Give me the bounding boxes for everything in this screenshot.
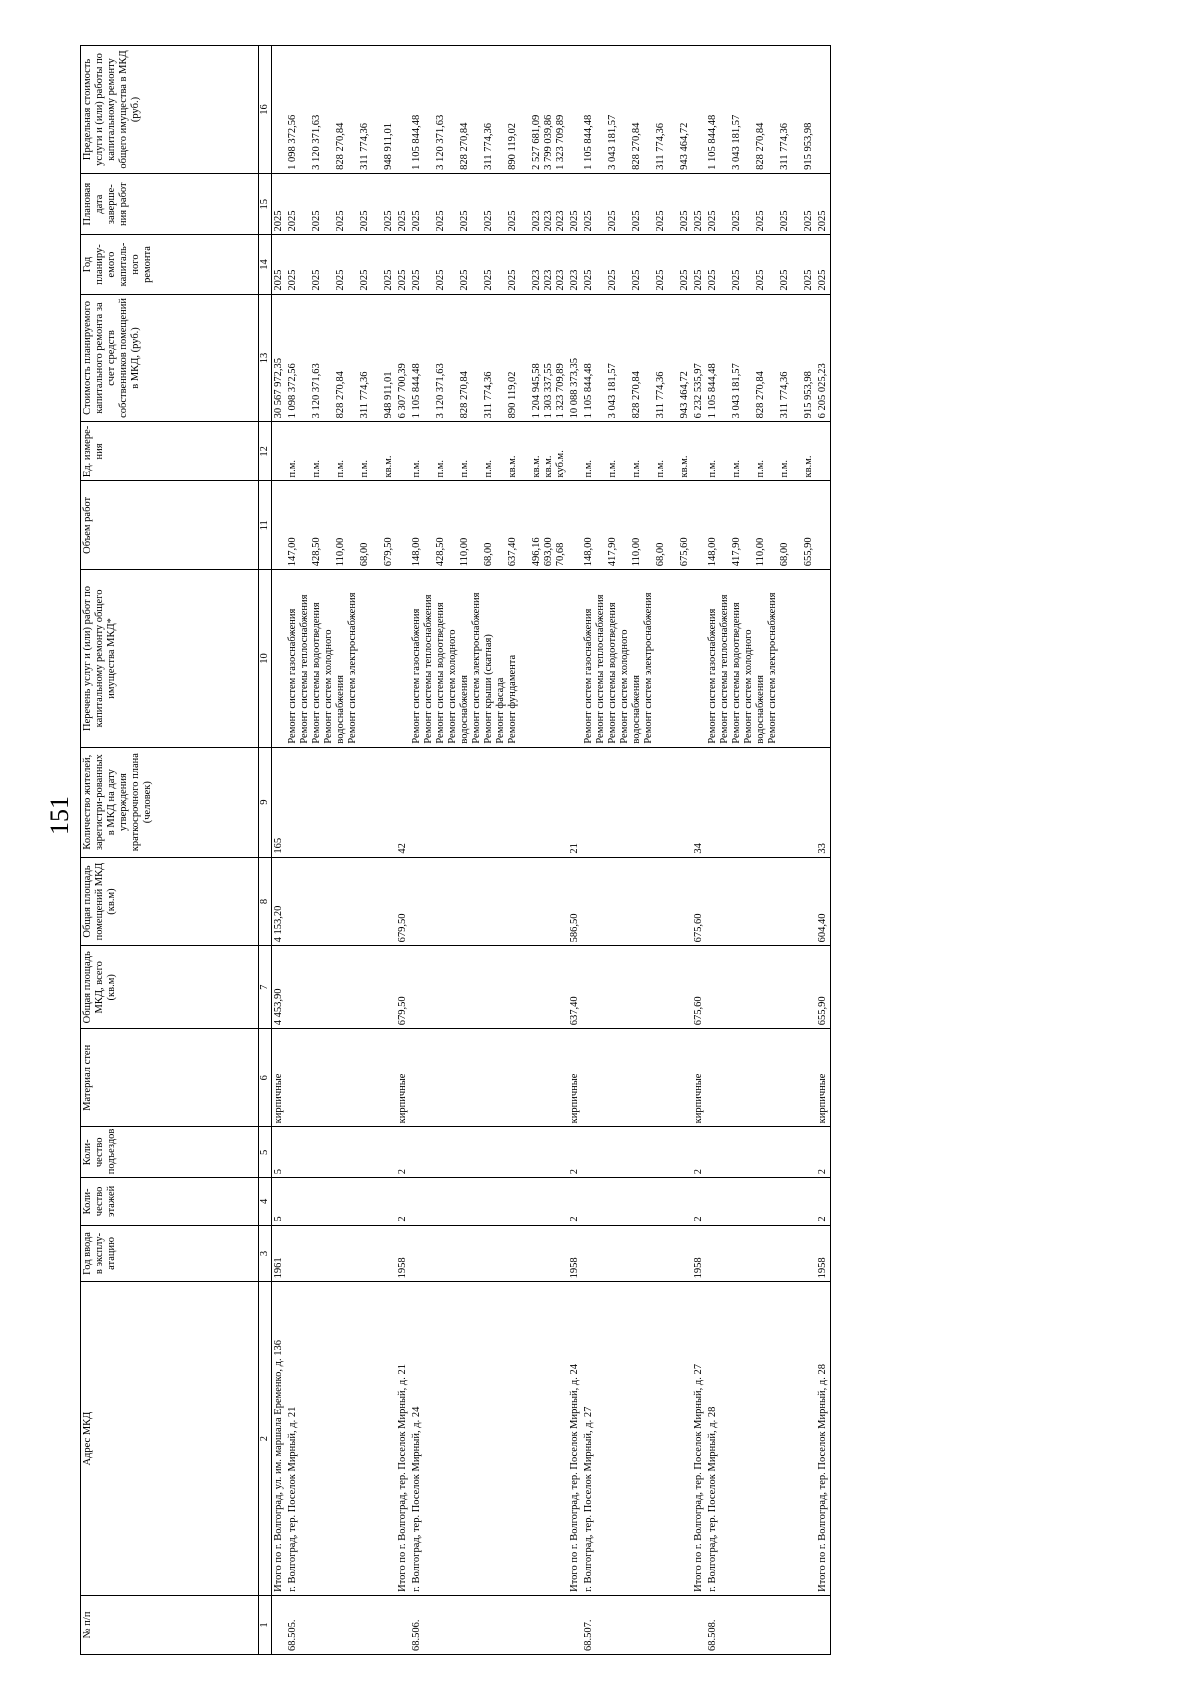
cell-text: 4 153,20 bbox=[273, 905, 284, 943]
table-cell bbox=[568, 747, 582, 857]
table-cell bbox=[582, 857, 692, 946]
cell-text: Ремонт систем газоснабжения Ремонт системы теплоснабжения Ремонт системы водоотведения Ремонт систем холодного водоснабжения Ремонт систем электроснабжения bbox=[583, 592, 654, 744]
cell-text: 1 105 844,48 3 043 181,57 828 270,84 311 774,36 915 953,98 bbox=[707, 363, 814, 419]
table-cell bbox=[706, 46, 816, 174]
table-cell bbox=[692, 481, 706, 570]
column-number-9: 9 bbox=[259, 747, 272, 857]
cell-text: 34 bbox=[693, 843, 704, 854]
table-cell bbox=[396, 946, 410, 1029]
column-number-13: 13 bbox=[259, 294, 272, 422]
cell-text: 147,00 428,50 110,00 68,00 679,50 bbox=[287, 537, 394, 567]
cell-text: кирпичные bbox=[817, 1073, 828, 1124]
cell-text: 2025 bbox=[273, 210, 284, 232]
cell-text: 2025 bbox=[817, 269, 828, 291]
table-row bbox=[582, 46, 692, 1655]
column-header-5: Коли-чество подъездов bbox=[81, 1127, 259, 1178]
cell-text: 2 bbox=[693, 1169, 704, 1175]
cell-text: 148,00 428,50 110,00 68,00 637,40 496,16 693,00 70,68 bbox=[411, 537, 566, 567]
table-cell bbox=[582, 747, 692, 857]
table-cell bbox=[286, 294, 396, 422]
table-cell bbox=[410, 1225, 568, 1282]
table-cell bbox=[692, 1127, 706, 1178]
table-cell bbox=[396, 747, 410, 857]
cell-text: 1958 bbox=[817, 1257, 828, 1279]
cell-text: 2025 bbox=[273, 269, 284, 291]
table-cell bbox=[286, 46, 396, 174]
table-cell bbox=[706, 946, 816, 1029]
column-number-3: 3 bbox=[259, 1225, 272, 1282]
table-cell bbox=[286, 747, 396, 857]
cell-text: 148,00 417,90 110,00 68,00 675,60 bbox=[583, 537, 690, 567]
table-cell bbox=[692, 1029, 706, 1127]
cell-text: 165 bbox=[273, 837, 284, 854]
table-cell bbox=[692, 173, 706, 235]
table-cell bbox=[396, 857, 410, 946]
cell-text: Ремонт систем газоснабжения Ремонт системы теплоснабжения Ремонт системы водоотведения Ремонт систем холодного водоснабжения Ремонт систем электроснабжения bbox=[707, 592, 778, 744]
table-cell bbox=[410, 1178, 568, 1225]
table-cell bbox=[582, 946, 692, 1029]
table-cell bbox=[706, 294, 816, 422]
table-row bbox=[272, 46, 287, 1655]
table-cell bbox=[568, 1595, 582, 1654]
cell-text: г. Волгоград, тер. Поселок Мирный, д. 28 bbox=[707, 1406, 718, 1592]
table-cell bbox=[706, 173, 816, 235]
cell-text: г. Волгоград, тер. Поселок Мирный, д. 27 bbox=[583, 1406, 594, 1592]
table-cell bbox=[582, 1178, 692, 1225]
cell-text: 6 232 535,97 bbox=[693, 363, 704, 419]
column-number-15: 15 bbox=[259, 173, 272, 235]
cell-text: 68.505. bbox=[287, 1619, 298, 1651]
table-cell bbox=[286, 481, 396, 570]
table-cell bbox=[706, 570, 816, 747]
cell-text: 1961 bbox=[273, 1257, 284, 1279]
table-cell bbox=[706, 747, 816, 857]
column-header-14: Год планиру-емого капиталь-ного ремонта bbox=[81, 235, 259, 294]
table-cell bbox=[286, 422, 396, 481]
table-cell bbox=[568, 173, 582, 235]
table-cell bbox=[692, 1282, 706, 1596]
table-cell bbox=[816, 1127, 831, 1178]
table-cell bbox=[272, 1225, 287, 1282]
cell-text: 2025 bbox=[693, 269, 704, 291]
table-cell bbox=[410, 1029, 568, 1127]
cell-text: 2025 2025 2025 2025 2025 bbox=[287, 210, 394, 232]
table-cell bbox=[286, 570, 396, 747]
cell-text: 586,50 bbox=[569, 913, 580, 943]
table-cell bbox=[706, 1127, 816, 1178]
cell-text: Итого по г. Волгоград, тер. Поселок Мирный, д. 21 bbox=[397, 1363, 408, 1592]
cell-text: 2025 bbox=[569, 210, 580, 232]
column-number-16: 16 bbox=[259, 46, 272, 174]
table-cell bbox=[706, 1282, 816, 1596]
table-cell bbox=[286, 946, 396, 1029]
table-cell bbox=[816, 747, 831, 857]
table-cell bbox=[286, 173, 396, 235]
table-cell bbox=[410, 481, 568, 570]
column-number-11: 11 bbox=[259, 481, 272, 570]
cell-text: 2 bbox=[817, 1216, 828, 1222]
table-row bbox=[396, 46, 410, 1655]
cell-text: п.м. п.м. п.м. п.м. кв.м. bbox=[707, 455, 814, 478]
cell-text: кирпичные bbox=[569, 1073, 580, 1124]
cell-text: 4 453,90 bbox=[273, 988, 284, 1026]
cell-text: кирпичные bbox=[273, 1073, 284, 1124]
column-header-15: Плановая дата заверше-ния работ bbox=[81, 173, 259, 235]
column-number-14: 14 bbox=[259, 235, 272, 294]
table-cell bbox=[816, 1595, 831, 1654]
table-cell bbox=[816, 946, 831, 1029]
table-cell bbox=[410, 235, 568, 294]
table-cell bbox=[568, 1282, 582, 1596]
table-cell bbox=[410, 173, 568, 235]
table-cell bbox=[568, 946, 582, 1029]
cell-text: 1 105 844,48 3 043 181,57 828 270,84 311 774,36 915 953,98 bbox=[707, 114, 814, 170]
column-header-1: № п/п bbox=[81, 1595, 259, 1654]
table-row bbox=[286, 46, 396, 1655]
table-cell bbox=[396, 294, 410, 422]
table-cell bbox=[272, 294, 287, 422]
table-cell bbox=[816, 235, 831, 294]
table-cell bbox=[286, 1282, 396, 1596]
cell-text: 5 bbox=[273, 1169, 284, 1175]
table-cell bbox=[706, 422, 816, 481]
table-cell bbox=[692, 1225, 706, 1282]
cell-text: Итого по г. Волгоград, тер. Поселок Мирный, д. 24 bbox=[569, 1363, 580, 1592]
table-row bbox=[692, 46, 706, 1655]
table-cell bbox=[272, 46, 287, 174]
cell-text: 1 105 844,48 3 043 181,57 828 270,84 311 774,36 943 464,72 bbox=[583, 114, 690, 170]
table-cell bbox=[582, 46, 692, 174]
cell-text: п.м. п.м. п.м. п.м. кв.м. bbox=[583, 455, 690, 478]
table-cell bbox=[706, 1029, 816, 1127]
cell-text: Итого по г. Волгоград, тер. Поселок Мирный, д. 28 bbox=[817, 1363, 828, 1592]
cell-text: г. Волгоград, тер. Поселок Мирный, д. 24 bbox=[411, 1406, 422, 1592]
cell-text: кирпичные bbox=[397, 1073, 408, 1124]
table-row bbox=[568, 46, 582, 1655]
table-row bbox=[410, 46, 568, 1655]
cell-text: 2 bbox=[397, 1216, 408, 1222]
cell-text: 68.506. bbox=[411, 1619, 422, 1651]
table-cell bbox=[692, 857, 706, 946]
table-cell bbox=[816, 570, 831, 747]
table-cell bbox=[582, 422, 692, 481]
table-cell bbox=[816, 294, 831, 422]
page-number: 151 bbox=[45, 796, 74, 835]
table-cell bbox=[396, 422, 410, 481]
cell-text: 2025 bbox=[693, 210, 704, 232]
table-cell bbox=[692, 294, 706, 422]
cell-text: 637,40 bbox=[569, 996, 580, 1026]
cell-text: 675,60 bbox=[693, 996, 704, 1026]
table-cell bbox=[692, 1178, 706, 1225]
table-row bbox=[816, 46, 831, 1655]
table-cell bbox=[286, 1029, 396, 1127]
table-cell bbox=[286, 1595, 396, 1654]
column-number-10: 10 bbox=[259, 570, 272, 747]
table-cell bbox=[568, 481, 582, 570]
table-cell bbox=[396, 1225, 410, 1282]
cell-text: 33 bbox=[817, 843, 828, 854]
column-number-1: 1 bbox=[259, 1595, 272, 1654]
table-cell bbox=[582, 1127, 692, 1178]
table-cell bbox=[582, 173, 692, 235]
cell-text: 2025 bbox=[397, 210, 408, 232]
cell-text: 604,40 bbox=[817, 913, 828, 943]
cell-text: 1 105 844,48 3 120 371,63 828 270,84 311 774,36 890 119,02 2 527 681,09 3 799 039,86 1 323 709,89 bbox=[411, 114, 566, 170]
cell-text: 2025 2025 2025 2025 2025 bbox=[583, 269, 690, 291]
cell-text: 2025 2025 2025 2025 2025 2023 2023 2023 bbox=[411, 269, 566, 291]
table-cell bbox=[692, 747, 706, 857]
table-cell bbox=[396, 1282, 410, 1596]
column-header-16: Предельная стоимость услуги и (или) работы по капитальному ремонту общего имущества в МКД (руб.) bbox=[81, 46, 259, 174]
table-header bbox=[81, 46, 272, 1655]
table-cell bbox=[396, 481, 410, 570]
table-cell bbox=[410, 46, 568, 174]
cell-text: 2023 bbox=[569, 269, 580, 291]
column-header-8: Общая площадь помещений МКД (кв.м) bbox=[81, 857, 259, 946]
cell-text: 6 307 700,39 bbox=[397, 363, 408, 419]
table-cell bbox=[396, 173, 410, 235]
column-number-6: 6 bbox=[259, 1029, 272, 1127]
cell-text: 2025 2025 2025 2025 2025 2023 2023 2023 bbox=[411, 210, 566, 232]
table-body bbox=[272, 46, 831, 1655]
table-cell bbox=[272, 173, 287, 235]
table-cell bbox=[396, 570, 410, 747]
cell-text: 675,60 bbox=[693, 913, 704, 943]
cell-text: 1 105 844,48 3 043 181,57 828 270,84 311 774,36 943 464,72 bbox=[583, 363, 690, 419]
table-cell bbox=[582, 481, 692, 570]
table-cell bbox=[410, 294, 568, 422]
table-cell bbox=[568, 857, 582, 946]
rotated-table-page bbox=[80, 45, 1125, 1655]
table-cell bbox=[272, 857, 287, 946]
cell-text: 2 bbox=[817, 1169, 828, 1175]
table-cell bbox=[582, 294, 692, 422]
table-cell bbox=[410, 1282, 568, 1596]
table-cell bbox=[568, 1029, 582, 1127]
table-cell bbox=[706, 235, 816, 294]
table-cell bbox=[816, 46, 831, 174]
cell-text: 42 bbox=[397, 843, 408, 854]
cell-text: 6 205 025,23 bbox=[817, 363, 828, 419]
table-cell bbox=[692, 422, 706, 481]
table-cell bbox=[272, 481, 287, 570]
cell-text: 1 098 372,56 3 120 371,63 828 270,84 311 774,36 948 911,01 bbox=[287, 363, 394, 419]
cell-text: 679,50 bbox=[397, 996, 408, 1026]
cell-text: Ремонт систем газоснабжения Ремонт системы теплоснабжения Ремонт системы водоотведения Ремонт систем холодного водоснабжения Ремонт систем электроснабжения bbox=[287, 592, 358, 744]
table-cell bbox=[272, 946, 287, 1029]
table-cell bbox=[272, 1595, 287, 1654]
table-cell bbox=[582, 570, 692, 747]
table-cell bbox=[286, 1178, 396, 1225]
cell-text: 30 567 972,35 bbox=[273, 357, 284, 419]
table-cell bbox=[410, 857, 568, 946]
cell-text: кирпичные bbox=[693, 1073, 704, 1124]
table-cell bbox=[816, 1178, 831, 1225]
table-cell bbox=[568, 46, 582, 174]
table-cell bbox=[568, 1225, 582, 1282]
table-cell bbox=[410, 946, 568, 1029]
column-header-4: Коли-чество этажей bbox=[81, 1178, 259, 1225]
table-cell bbox=[568, 235, 582, 294]
column-header-12: Ед. измере-ния bbox=[81, 422, 259, 481]
table-cell bbox=[272, 747, 287, 857]
cell-text: Итого по г. Волгоград, тер. Поселок Мирный, д. 27 bbox=[693, 1363, 704, 1592]
cell-text: 2 bbox=[569, 1169, 580, 1175]
table-cell bbox=[692, 946, 706, 1029]
table-cell bbox=[396, 1029, 410, 1127]
table-cell bbox=[396, 1127, 410, 1178]
cell-text: 2025 bbox=[817, 210, 828, 232]
table-cell bbox=[568, 570, 582, 747]
table-cell bbox=[272, 422, 287, 481]
cell-text: 2025 2025 2025 2025 2025 bbox=[583, 210, 690, 232]
table-cell bbox=[396, 235, 410, 294]
table-cell bbox=[272, 1178, 287, 1225]
table-cell bbox=[272, 235, 287, 294]
cell-text: 2 bbox=[693, 1216, 704, 1222]
table-cell bbox=[396, 1178, 410, 1225]
table-cell bbox=[410, 422, 568, 481]
table-cell bbox=[706, 1595, 816, 1654]
cell-text: п.м. п.м. п.м. п.м. кв.м. кв.м. кв.м. куб.м. bbox=[411, 450, 566, 478]
cell-text: 2025 2025 2025 2025 2025 bbox=[707, 269, 814, 291]
column-number-5: 5 bbox=[259, 1127, 272, 1178]
cell-text: 655,90 bbox=[817, 996, 828, 1026]
table-cell bbox=[582, 1282, 692, 1596]
table-cell bbox=[286, 1225, 396, 1282]
cell-text: 1958 bbox=[397, 1257, 408, 1279]
column-header-2: Адрес МКД bbox=[81, 1282, 259, 1596]
table-cell bbox=[706, 1225, 816, 1282]
cell-text: Ремонт систем газоснабжения Ремонт системы теплоснабжения Ремонт системы водоотведения Ремонт систем холодного водоснабжения Ремонт систем электроснабжения Ремонт крыши (скатная) Ремонт фасада Ремонт фундамента bbox=[411, 592, 518, 744]
table-cell bbox=[410, 1127, 568, 1178]
table-cell bbox=[816, 173, 831, 235]
table-cell bbox=[706, 857, 816, 946]
cell-text: Итого по г. Волгоград, ул. им. маршала Еременко, д. 136 bbox=[273, 1340, 284, 1592]
table-cell bbox=[410, 747, 568, 857]
cell-text: г. Волгоград, тер. Поселок Мирный, д. 21 bbox=[287, 1406, 298, 1592]
table-cell bbox=[816, 1282, 831, 1596]
table-cell bbox=[816, 481, 831, 570]
cell-text: 5 bbox=[273, 1216, 284, 1222]
table-cell bbox=[272, 570, 287, 747]
cell-text: 2 bbox=[397, 1169, 408, 1175]
table-cell bbox=[568, 294, 582, 422]
table-cell bbox=[286, 1127, 396, 1178]
cell-text: 2025 2025 2025 2025 2025 bbox=[287, 269, 394, 291]
cell-text: п.м. п.м. п.м. п.м. кв.м. bbox=[287, 455, 394, 478]
table-cell bbox=[582, 1595, 692, 1654]
table-cell bbox=[568, 422, 582, 481]
table-cell bbox=[272, 1282, 287, 1596]
cell-text: 10 088 373,35 bbox=[569, 357, 580, 419]
table-cell bbox=[816, 1225, 831, 1282]
column-header-7: Общая площадь МКД, всего (кв.м) bbox=[81, 946, 259, 1029]
table-cell bbox=[692, 235, 706, 294]
column-number-8: 8 bbox=[259, 857, 272, 946]
cell-text: 2 bbox=[569, 1216, 580, 1222]
table-cell bbox=[816, 857, 831, 946]
table-cell bbox=[582, 235, 692, 294]
table-cell bbox=[582, 1029, 692, 1127]
cell-text: 679,50 bbox=[397, 913, 408, 943]
table-cell bbox=[568, 1178, 582, 1225]
cell-text: 1958 bbox=[693, 1257, 704, 1279]
cell-text: 68.508. bbox=[707, 1619, 718, 1651]
table-row bbox=[706, 46, 816, 1655]
column-header-11: Объем работ bbox=[81, 481, 259, 570]
table-cell bbox=[272, 1127, 287, 1178]
cell-text: 2025 2025 2025 2025 2025 bbox=[707, 210, 814, 232]
cell-text: 21 bbox=[569, 843, 580, 854]
table-cell bbox=[568, 1127, 582, 1178]
column-number-4: 4 bbox=[259, 1178, 272, 1225]
table-cell bbox=[692, 1595, 706, 1654]
table-cell bbox=[706, 481, 816, 570]
table-cell bbox=[692, 46, 706, 174]
column-header-3: Год ввода в эксплу-атацию bbox=[81, 1225, 259, 1282]
capital-repair-table bbox=[80, 45, 831, 1655]
table-cell bbox=[706, 1178, 816, 1225]
table-cell bbox=[396, 1595, 410, 1654]
table-cell bbox=[396, 46, 410, 174]
table-cell bbox=[410, 570, 568, 747]
cell-text: 1 105 844,48 3 120 371,63 828 270,84 311 774,36 890 119,02 1 204 945,58 1 303 337,55 1 323 709,89 bbox=[411, 363, 566, 419]
column-number-12: 12 bbox=[259, 422, 272, 481]
cell-text: 68.507. bbox=[583, 1619, 594, 1651]
table-cell bbox=[582, 1225, 692, 1282]
column-header-6: Материал стен bbox=[81, 1029, 259, 1127]
table-cell bbox=[272, 1029, 287, 1127]
column-header-13: Стоимость планируемого капитального ремонта за счет средств собственников помещений в МКД, (руб.) bbox=[81, 294, 259, 422]
cell-text: 148,00 417,90 110,00 68,00 655,90 bbox=[707, 537, 814, 567]
column-number-2: 2 bbox=[259, 1282, 272, 1596]
table-cell bbox=[816, 422, 831, 481]
column-number-7: 7 bbox=[259, 946, 272, 1029]
table-cell bbox=[286, 235, 396, 294]
cell-text: 2025 bbox=[397, 269, 408, 291]
column-header-9: Количество жителей, зарегистри-рованных в МКД на дату утверждения краткосрочного плана (человек) bbox=[81, 747, 259, 857]
cell-text: 1958 bbox=[569, 1257, 580, 1279]
table-cell bbox=[816, 1029, 831, 1127]
table-cell bbox=[692, 570, 706, 747]
column-header-10: Перечень услуг и (или) работ по капитальному ремонту общего имущества МКД* bbox=[81, 570, 259, 747]
cell-text: 1 098 372,56 3 120 371,63 828 270,84 311 774,36 948 911,01 bbox=[287, 114, 394, 170]
table-cell bbox=[286, 857, 396, 946]
table-cell bbox=[410, 1595, 568, 1654]
